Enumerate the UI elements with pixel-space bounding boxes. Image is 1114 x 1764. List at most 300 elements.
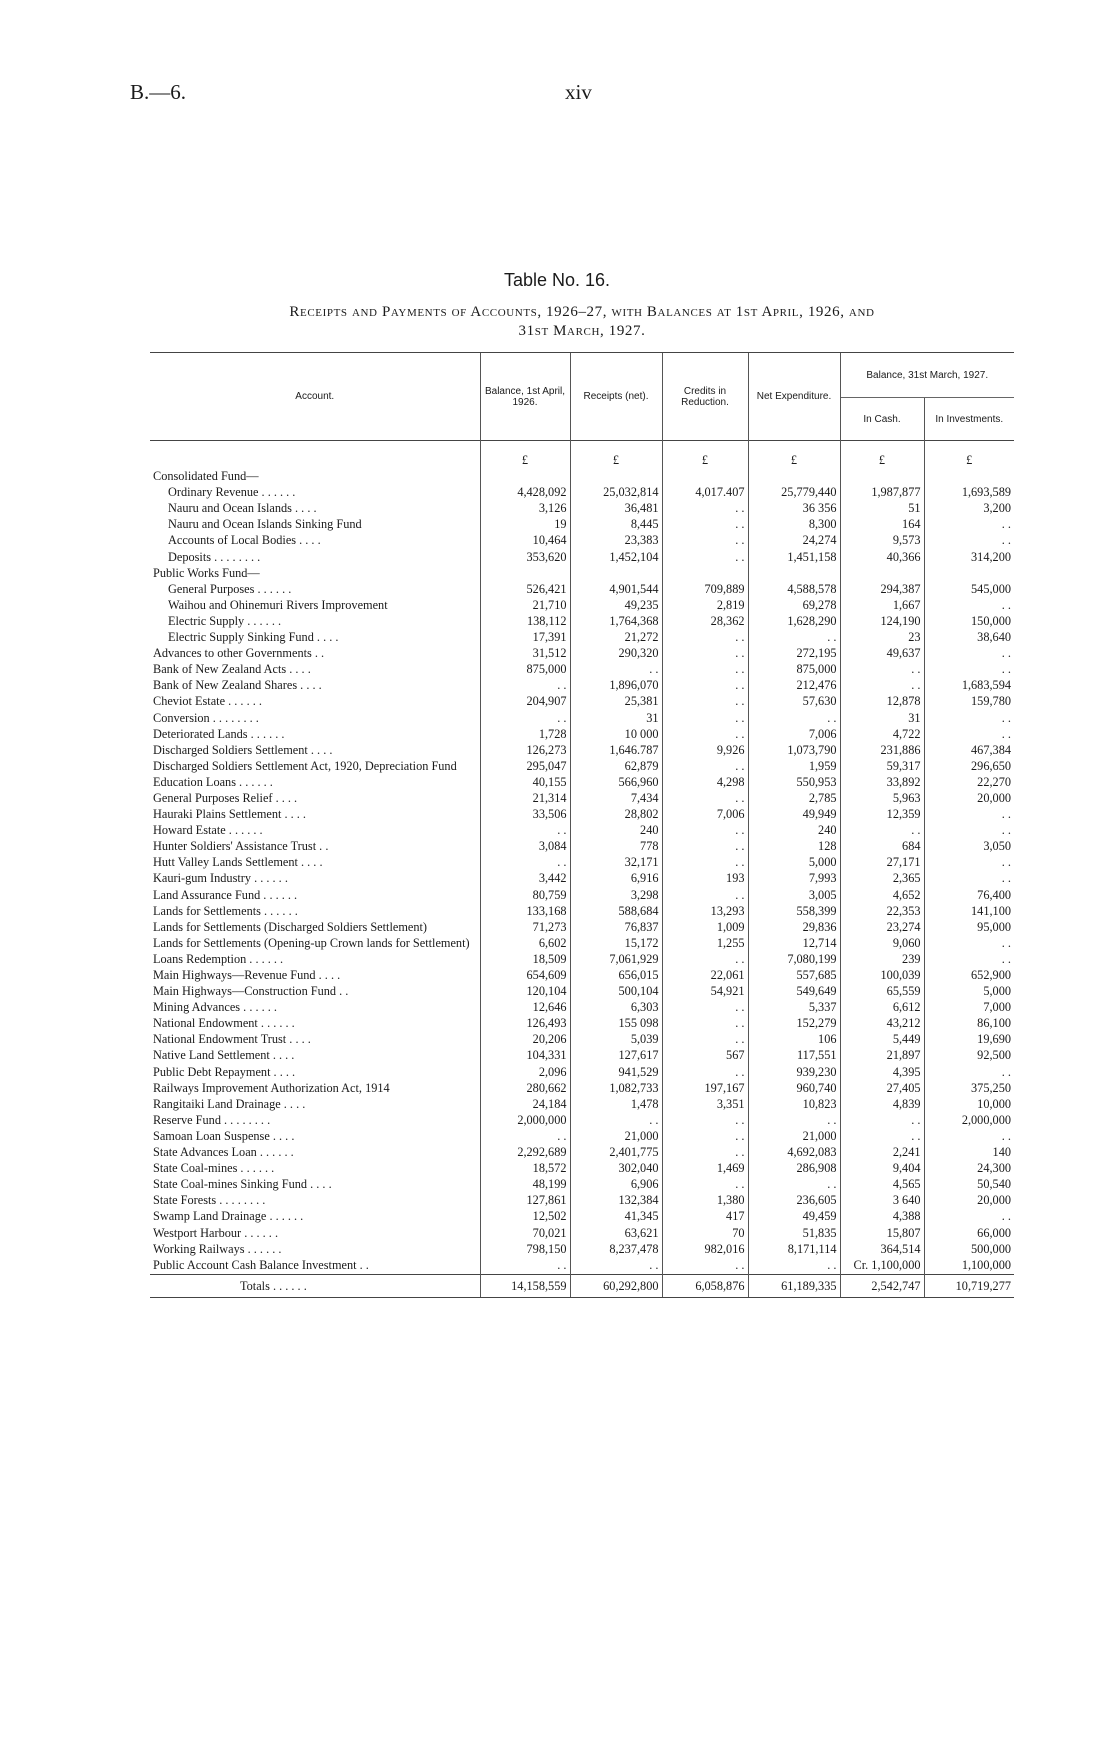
table-row — [150, 823, 1014, 839]
table-row — [150, 791, 1014, 807]
in-cash-cell: 364,514 — [840, 1242, 924, 1258]
header-account: Account. — [150, 353, 480, 441]
net-expenditure-cell: 1,628,290 — [748, 614, 840, 630]
in-investments-cell: 1,100,000 — [924, 1258, 1014, 1275]
account-name: State Coal-mines . . . . . . — [153, 1161, 275, 1176]
balance-april-cell: 4,428,092 — [480, 485, 570, 501]
totals-section — [150, 1274, 1014, 1297]
balance-april-cell: . . — [480, 678, 570, 694]
in-investments-cell: 1,683,594 — [924, 678, 1014, 694]
balance-april-cell: 12,502 — [480, 1209, 570, 1225]
net-expenditure-cell: 4,588,578 — [748, 582, 840, 598]
receipts-cell: 588,684 — [570, 904, 662, 920]
credits-cell: 2,819 — [662, 598, 748, 614]
in-cash-cell: 65,559 — [840, 984, 924, 1000]
table-row — [150, 759, 1014, 775]
in-investments-cell: . . — [924, 952, 1014, 968]
in-cash-cell: 684 — [840, 839, 924, 855]
receipts-cell: 21,272 — [570, 630, 662, 646]
in-investments-cell: . . — [924, 598, 1014, 614]
account-name: Railways Improvement Authorization Act, 1914 — [153, 1080, 390, 1095]
balance-april-cell: . . — [480, 855, 570, 871]
net-expenditure-cell: 2,785 — [748, 791, 840, 807]
table-row — [150, 920, 1014, 936]
account-name: Swamp Land Drainage . . . . . . — [153, 1209, 304, 1224]
page-reference: B.—6. — [130, 80, 187, 104]
in-cash-cell: 124,190 — [840, 614, 924, 630]
net-expenditure-cell: 236,605 — [748, 1193, 840, 1209]
account-name: Native Land Settlement . . . . — [153, 1048, 295, 1063]
receipts-cell: 28,802 — [570, 807, 662, 823]
table-row — [150, 984, 1014, 1000]
receipts-cell: . . — [570, 1258, 662, 1275]
in-investments-cell: 22,270 — [924, 775, 1014, 791]
balance-april-cell: 126,273 — [480, 743, 570, 759]
in-cash-cell: 51 — [840, 501, 924, 517]
header-in-cash: In Cash. — [840, 398, 924, 441]
net-expenditure-cell: 29,836 — [748, 920, 840, 936]
balance-april-cell: 526,421 — [480, 582, 570, 598]
table-row — [150, 1258, 1014, 1275]
in-investments-cell: 500,000 — [924, 1242, 1014, 1258]
balance-april-cell: 3,442 — [480, 871, 570, 887]
table-row — [150, 968, 1014, 984]
account-name: Bank of New Zealand Shares . . . . — [153, 678, 322, 693]
credits-cell: . . — [662, 839, 748, 855]
total-receipts: 60,292,800 — [570, 1274, 662, 1297]
net-expenditure-cell: . . — [748, 630, 840, 646]
table-row — [150, 743, 1014, 759]
total-credits: 6,058,876 — [662, 1274, 748, 1297]
net-expenditure-cell: 128 — [748, 839, 840, 855]
in-cash-cell: 9,573 — [840, 533, 924, 549]
balance-april-cell: 133,168 — [480, 904, 570, 920]
net-expenditure-cell — [748, 566, 840, 582]
balance-april-cell: 2,292,689 — [480, 1145, 570, 1161]
balance-april-cell: 20,206 — [480, 1032, 570, 1048]
credits-cell: 567 — [662, 1048, 748, 1064]
table-row — [150, 1161, 1014, 1177]
in-cash-cell: 40,366 — [840, 550, 924, 566]
net-expenditure-cell: 25,779,440 — [748, 485, 840, 501]
account-name: Land Assurance Fund . . . . . . — [153, 887, 298, 902]
account-name: Reserve Fund . . . . . . . . — [153, 1112, 271, 1127]
header-balance-march: Balance, 31st March, 1927. — [840, 353, 1014, 398]
in-cash-cell: Cr. 1,100,000 — [840, 1258, 924, 1275]
net-expenditure-cell: 12,714 — [748, 936, 840, 952]
receipts-cell: 6,916 — [570, 871, 662, 887]
receipts-cell: 240 — [570, 823, 662, 839]
table-row — [150, 1209, 1014, 1225]
table-row — [150, 469, 1014, 485]
receipts-cell: 656,015 — [570, 968, 662, 984]
in-investments-cell: 7,000 — [924, 1000, 1014, 1016]
credits-cell: . . — [662, 952, 748, 968]
balance-april-cell: 1,728 — [480, 727, 570, 743]
receipts-cell: 1,764,368 — [570, 614, 662, 630]
credits-cell: 4,298 — [662, 775, 748, 791]
unit-symbol: £ — [924, 453, 1014, 469]
balance-april-cell: 280,662 — [480, 1081, 570, 1097]
net-expenditure-cell: 21,000 — [748, 1129, 840, 1145]
in-investments-cell: 140 — [924, 1145, 1014, 1161]
receipts-cell: 25,381 — [570, 694, 662, 710]
table-row — [150, 1177, 1014, 1193]
table-row — [150, 1129, 1014, 1145]
in-cash-cell: 2,241 — [840, 1145, 924, 1161]
credits-cell: 417 — [662, 1209, 748, 1225]
in-cash-cell: 12,878 — [840, 694, 924, 710]
account-name: Lands for Settlements (Discharged Soldiers Settlement) — [153, 919, 428, 934]
in-cash-cell: . . — [840, 678, 924, 694]
table-row — [150, 1032, 1014, 1048]
header-in-investments: In Investments. — [924, 398, 1014, 441]
account-name: Hunter Soldiers' Assistance Trust . . — [153, 839, 329, 854]
unit-symbol: £ — [840, 453, 924, 469]
credits-cell: . . — [662, 630, 748, 646]
in-cash-cell: 23,274 — [840, 920, 924, 936]
account-name: State Forests . . . . . . . . — [153, 1193, 266, 1208]
balance-april-cell: 40,155 — [480, 775, 570, 791]
in-investments-cell — [924, 469, 1014, 485]
balance-april-cell: 19 — [480, 517, 570, 533]
table-row — [150, 598, 1014, 614]
net-expenditure-cell: 8,171,114 — [748, 1242, 840, 1258]
table-row — [150, 904, 1014, 920]
in-investments-cell: . . — [924, 517, 1014, 533]
unit-symbol: £ — [570, 453, 662, 469]
account-name: Cheviot Estate . . . . . . — [153, 694, 262, 709]
in-investments-cell: 20,000 — [924, 791, 1014, 807]
account-name: Deposits . . . . . . . . — [168, 549, 261, 564]
credits-cell: 4,017.407 — [662, 485, 748, 501]
table-row — [150, 1097, 1014, 1113]
balance-april-cell: 353,620 — [480, 550, 570, 566]
page-number: xiv — [565, 80, 592, 104]
net-expenditure-cell: 557,685 — [748, 968, 840, 984]
table-row — [150, 614, 1014, 630]
in-cash-cell: 21,897 — [840, 1048, 924, 1064]
net-expenditure-cell: . . — [748, 1113, 840, 1129]
account-name: Public Works Fund— — [153, 565, 260, 580]
unit-symbol: £ — [480, 453, 570, 469]
receipts-cell — [570, 469, 662, 485]
header-receipts: Receipts (net). — [570, 353, 662, 441]
net-expenditure-cell — [748, 469, 840, 485]
receipts-cell: 778 — [570, 839, 662, 855]
net-expenditure-cell: 939,230 — [748, 1065, 840, 1081]
account-name: Ordinary Revenue . . . . . . — [168, 485, 296, 500]
in-cash-cell — [840, 469, 924, 485]
balance-april-cell: 875,000 — [480, 662, 570, 678]
totals-label: Totals . . . . . . — [150, 1274, 480, 1297]
account-name: State Advances Loan . . . . . . — [153, 1145, 294, 1160]
receipts-cell: 49,235 — [570, 598, 662, 614]
receipts-cell: 566,960 — [570, 775, 662, 791]
table-row — [150, 485, 1014, 501]
credits-cell: . . — [662, 711, 748, 727]
balance-april-cell: 2,000,000 — [480, 1113, 570, 1129]
in-cash-cell: 22,353 — [840, 904, 924, 920]
in-cash-cell: 59,317 — [840, 759, 924, 775]
net-expenditure-cell: 49,459 — [748, 1209, 840, 1225]
net-expenditure-cell: 875,000 — [748, 662, 840, 678]
in-investments-cell: 1,693,589 — [924, 485, 1014, 501]
table-row — [150, 871, 1014, 887]
account-name: Deteriorated Lands . . . . . . — [153, 726, 285, 741]
balance-april-cell: 2,096 — [480, 1065, 570, 1081]
credits-cell: . . — [662, 1177, 748, 1193]
net-expenditure-cell: 960,740 — [748, 1081, 840, 1097]
in-investments-cell: 95,000 — [924, 920, 1014, 936]
balance-april-cell: 104,331 — [480, 1048, 570, 1064]
in-cash-cell: 231,886 — [840, 743, 924, 759]
credits-cell — [662, 566, 748, 582]
credits-cell: . . — [662, 888, 748, 904]
in-cash-cell — [840, 566, 924, 582]
account-name: Nauru and Ocean Islands Sinking Fund — [168, 517, 362, 532]
credits-cell: 13,293 — [662, 904, 748, 920]
account-name: Bank of New Zealand Acts . . . . — [153, 662, 311, 677]
in-cash-cell: 27,405 — [840, 1081, 924, 1097]
in-investments-cell: . . — [924, 646, 1014, 662]
in-cash-cell: 12,359 — [840, 807, 924, 823]
table-row — [150, 727, 1014, 743]
receipts-cell: 21,000 — [570, 1129, 662, 1145]
caption-line-2: 31st March, 1927. — [518, 323, 646, 339]
totals-row — [150, 1274, 1014, 1297]
credits-cell: 1,255 — [662, 936, 748, 952]
in-investments-cell: . . — [924, 823, 1014, 839]
balance-april-cell — [480, 566, 570, 582]
balance-april-cell: 654,609 — [480, 968, 570, 984]
account-name: Public Account Cash Balance Investment . . — [153, 1257, 369, 1272]
table-row — [150, 711, 1014, 727]
net-expenditure-cell: 117,551 — [748, 1048, 840, 1064]
in-cash-cell: . . — [840, 1113, 924, 1129]
header-net-expenditure: Net Expenditure. — [748, 353, 840, 441]
in-cash-cell: 2,365 — [840, 871, 924, 887]
balance-april-cell: 21,710 — [480, 598, 570, 614]
balance-april-cell: 33,506 — [480, 807, 570, 823]
receipts-cell: 302,040 — [570, 1161, 662, 1177]
credits-cell: . . — [662, 1129, 748, 1145]
in-investments-cell: 141,100 — [924, 904, 1014, 920]
receipts-cell: 127,617 — [570, 1048, 662, 1064]
in-cash-cell: . . — [840, 662, 924, 678]
unit-symbol: £ — [662, 453, 748, 469]
in-investments-cell: 19,690 — [924, 1032, 1014, 1048]
receipts-cell: 1,646.787 — [570, 743, 662, 759]
in-investments-cell — [924, 566, 1014, 582]
receipts-cell: 31 — [570, 711, 662, 727]
receipts-cell: 32,171 — [570, 855, 662, 871]
receipts-cell — [570, 566, 662, 582]
balance-april-cell: 21,314 — [480, 791, 570, 807]
balance-april-cell: 126,493 — [480, 1016, 570, 1032]
in-investments-cell: 76,400 — [924, 888, 1014, 904]
table-row — [150, 855, 1014, 871]
net-expenditure-cell: 550,953 — [748, 775, 840, 791]
in-investments-cell: 92,500 — [924, 1048, 1014, 1064]
credits-cell: . . — [662, 1065, 748, 1081]
net-expenditure-cell: 7,080,199 — [748, 952, 840, 968]
credits-cell: . . — [662, 1258, 748, 1275]
spacer-row — [150, 441, 1014, 454]
table-row — [150, 1048, 1014, 1064]
in-cash-cell: . . — [840, 1129, 924, 1145]
account-name: General Purposes Relief . . . . — [153, 790, 298, 805]
in-cash-cell: 9,404 — [840, 1161, 924, 1177]
receipts-cell: 76,837 — [570, 920, 662, 936]
receipts-cell: . . — [570, 1113, 662, 1129]
in-cash-cell: 1,987,877 — [840, 485, 924, 501]
units-row — [150, 453, 1014, 469]
receipts-cell: 15,172 — [570, 936, 662, 952]
in-investments-cell: 150,000 — [924, 614, 1014, 630]
account-name: Main Highways—Revenue Fund . . . . — [153, 968, 341, 982]
receipts-cell: 62,879 — [570, 759, 662, 775]
in-investments-cell: . . — [924, 1209, 1014, 1225]
in-investments-cell: . . — [924, 711, 1014, 727]
in-cash-cell: 31 — [840, 711, 924, 727]
in-investments-cell: 296,650 — [924, 759, 1014, 775]
balance-april-cell: 120,104 — [480, 984, 570, 1000]
account-name: State Coal-mines Sinking Fund . . . . — [153, 1177, 332, 1192]
in-investments-cell: 545,000 — [924, 582, 1014, 598]
credits-cell: 28,362 — [662, 614, 748, 630]
in-investments-cell: . . — [924, 727, 1014, 743]
credits-cell: . . — [662, 727, 748, 743]
account-name: Hutt Valley Lands Settlement . . . . — [153, 855, 323, 870]
in-cash-cell: 33,892 — [840, 775, 924, 791]
balance-april-cell: 24,184 — [480, 1097, 570, 1113]
credits-cell: 1,009 — [662, 920, 748, 936]
in-cash-cell: 4,395 — [840, 1065, 924, 1081]
balance-april-cell: 3,084 — [480, 839, 570, 855]
net-expenditure-cell: . . — [748, 1177, 840, 1193]
receipts-cell: 1,082,733 — [570, 1081, 662, 1097]
account-name: Accounts of Local Bodies . . . . — [168, 533, 321, 548]
in-cash-cell: 164 — [840, 517, 924, 533]
receipts-cell: 23,383 — [570, 533, 662, 549]
account-name: Samoan Loan Suspense . . . . — [153, 1128, 295, 1143]
credits-cell: 709,889 — [662, 582, 748, 598]
net-expenditure-cell: 106 — [748, 1032, 840, 1048]
balance-april-cell: 80,759 — [480, 888, 570, 904]
balance-april-cell: 70,021 — [480, 1226, 570, 1242]
receipts-cell: 2,401,775 — [570, 1145, 662, 1161]
in-investments-cell: 159,780 — [924, 694, 1014, 710]
in-cash-cell: 9,060 — [840, 936, 924, 952]
in-investments-cell: . . — [924, 1129, 1014, 1145]
receipts-cell: 290,320 — [570, 646, 662, 662]
account-name: Westport Harbour . . . . . . — [153, 1225, 279, 1240]
table-row — [150, 1065, 1014, 1081]
in-investments-cell: . . — [924, 533, 1014, 549]
receipts-cell: 8,445 — [570, 517, 662, 533]
credits-cell: . . — [662, 662, 748, 678]
credits-cell: . . — [662, 1113, 748, 1129]
credits-cell: 982,016 — [662, 1242, 748, 1258]
total-in-cash: 2,542,747 — [840, 1274, 924, 1297]
in-cash-cell: 4,388 — [840, 1209, 924, 1225]
in-cash-cell: 5,449 — [840, 1032, 924, 1048]
in-cash-cell: 3 640 — [840, 1193, 924, 1209]
balance-april-cell: 204,907 — [480, 694, 570, 710]
table-row — [150, 501, 1014, 517]
credits-cell: 22,061 — [662, 968, 748, 984]
net-expenditure-cell: 1,959 — [748, 759, 840, 775]
in-investments-cell: 375,250 — [924, 1081, 1014, 1097]
account-name: Mining Advances . . . . . . — [153, 1000, 277, 1015]
receipts-cell: 1,896,070 — [570, 678, 662, 694]
in-cash-cell: 43,212 — [840, 1016, 924, 1032]
receipts-cell: 25,032,814 — [570, 485, 662, 501]
table-row — [150, 550, 1014, 566]
net-expenditure-cell: 5,337 — [748, 1000, 840, 1016]
net-expenditure-cell: 69,278 — [748, 598, 840, 614]
account-name: Lands for Settlements (Opening-up Crown lands for Settlement) — [153, 935, 470, 950]
net-expenditure-cell: . . — [748, 711, 840, 727]
table-row — [150, 630, 1014, 646]
credits-cell: . . — [662, 823, 748, 839]
account-name: Electric Supply Sinking Fund . . . . — [168, 630, 339, 645]
credits-cell: . . — [662, 694, 748, 710]
balance-april-cell: 138,112 — [480, 614, 570, 630]
credits-cell: . . — [662, 678, 748, 694]
net-expenditure-cell: 10,823 — [748, 1097, 840, 1113]
credits-cell: . . — [662, 1000, 748, 1016]
in-investments-cell: 2,000,000 — [924, 1113, 1014, 1129]
receipts-cell: 7,061,929 — [570, 952, 662, 968]
receipts-cell: 4,901,544 — [570, 582, 662, 598]
in-investments-cell: 652,900 — [924, 968, 1014, 984]
balance-april-cell: 17,391 — [480, 630, 570, 646]
receipts-cell: 132,384 — [570, 1193, 662, 1209]
account-name: Conversion . . . . . . . . — [153, 710, 259, 725]
account-name: Lands for Settlements . . . . . . — [153, 903, 298, 918]
account-name: General Purposes . . . . . . — [168, 581, 292, 596]
table-row — [150, 1242, 1014, 1258]
in-cash-cell: 49,637 — [840, 646, 924, 662]
balance-april-cell: 18,572 — [480, 1161, 570, 1177]
in-cash-cell: 100,039 — [840, 968, 924, 984]
total-net-expenditure: 61,189,335 — [748, 1274, 840, 1297]
table-title: Table No. 16. — [503, 270, 611, 290]
net-expenditure-cell: 4,692,083 — [748, 1145, 840, 1161]
table-row — [150, 533, 1014, 549]
balance-april-cell: 10,464 — [480, 533, 570, 549]
net-expenditure-cell: 8,300 — [748, 517, 840, 533]
receipts-cell: 5,039 — [570, 1032, 662, 1048]
balance-april-cell: 71,273 — [480, 920, 570, 936]
table-row — [150, 678, 1014, 694]
credits-cell: . . — [662, 646, 748, 662]
table-row — [150, 952, 1014, 968]
receipts-cell: 500,104 — [570, 984, 662, 1000]
account-name: Loans Redemption . . . . . . — [153, 951, 284, 966]
net-expenditure-cell: 1,451,158 — [748, 550, 840, 566]
in-investments-cell: . . — [924, 871, 1014, 887]
net-expenditure-cell: 51,835 — [748, 1226, 840, 1242]
receipts-cell: 6,303 — [570, 1000, 662, 1016]
credits-cell: . . — [662, 517, 748, 533]
net-expenditure-cell: . . — [748, 1258, 840, 1275]
receipts-cell: 3,298 — [570, 888, 662, 904]
credits-cell: . . — [662, 855, 748, 871]
table-row — [150, 839, 1014, 855]
